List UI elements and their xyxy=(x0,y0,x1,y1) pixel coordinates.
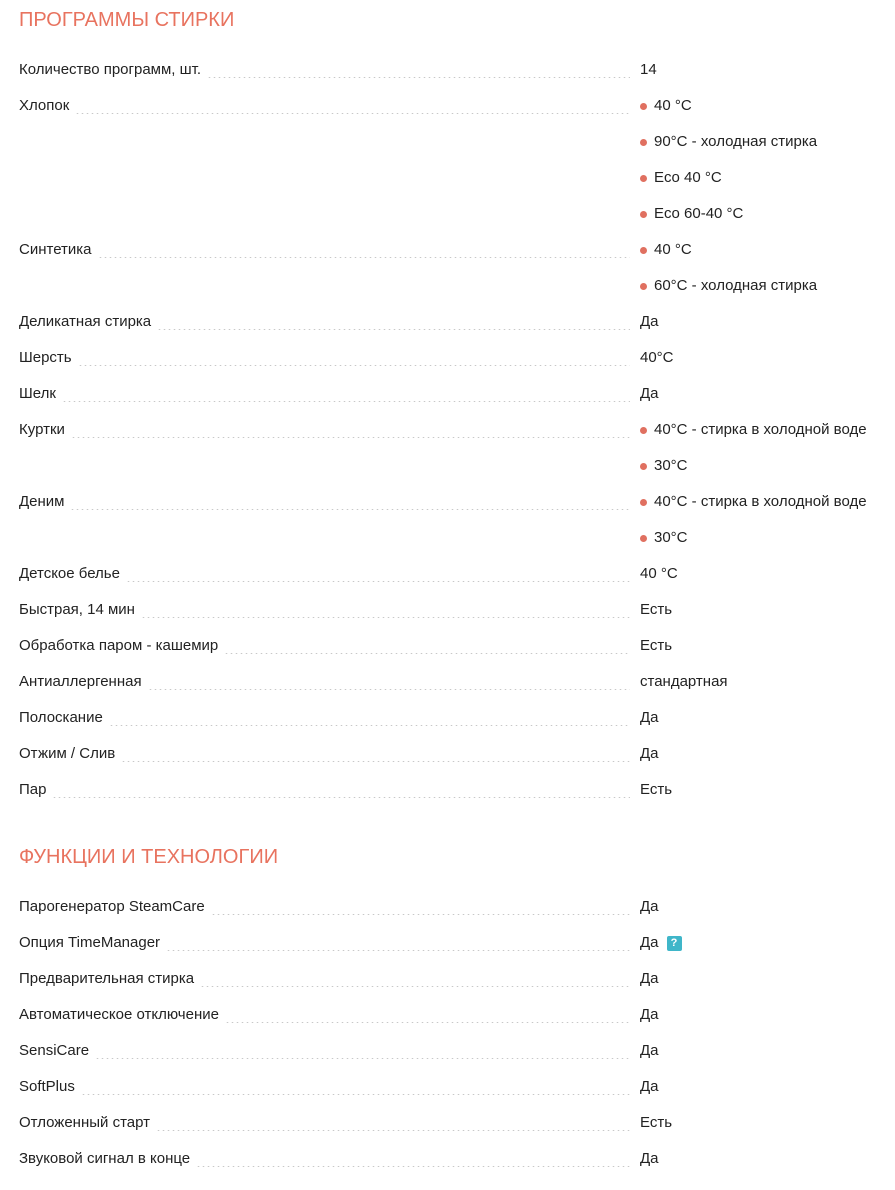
dotted-leader xyxy=(211,914,630,915)
bullet-icon xyxy=(640,175,647,182)
spec-value-text: 14 xyxy=(640,61,657,78)
section-title: ФУНКЦИИ И ТЕХНОЛОГИИ xyxy=(19,846,279,868)
spec-label-text: Деликатная стирка xyxy=(19,313,157,331)
spec-value xyxy=(640,52,657,88)
dotted-leader xyxy=(109,725,630,726)
spec-label xyxy=(19,376,630,412)
spec-label xyxy=(19,412,630,448)
spec-label-text: Детское белье xyxy=(19,565,126,583)
spec-value-text: Да xyxy=(640,1078,659,1095)
spec-value xyxy=(640,124,817,160)
spec-value xyxy=(640,1105,672,1141)
spec-value-text: Да xyxy=(640,709,659,726)
dotted-leader xyxy=(126,581,630,582)
dotted-leader xyxy=(157,329,630,330)
bullet-icon xyxy=(640,283,647,290)
spec-value xyxy=(640,889,659,925)
spec-value-text: 90°C - холодная стирка xyxy=(654,133,818,150)
spec-row xyxy=(0,736,895,772)
spec-label xyxy=(19,1105,630,1141)
spec-value xyxy=(640,1069,659,1105)
bullet-icon xyxy=(640,211,647,218)
spec-value-text: 40°C xyxy=(640,349,674,366)
dotted-leader xyxy=(70,509,630,510)
bullet-icon xyxy=(640,139,647,146)
spec-row xyxy=(0,520,895,556)
spec-label-text: Предварительная стирка xyxy=(19,970,200,988)
spec-value xyxy=(640,925,682,961)
spec-value-text: Да xyxy=(640,745,659,762)
spec-row xyxy=(0,1033,895,1069)
dotted-leader xyxy=(95,1058,630,1059)
spec-value xyxy=(640,340,674,376)
spec-value-text: Да xyxy=(640,898,659,915)
spec-label-text: Быстрая, 14 мин xyxy=(19,601,141,619)
spec-row xyxy=(0,556,895,592)
spec-row xyxy=(0,664,895,700)
spec-value xyxy=(640,961,659,997)
spec-row xyxy=(0,997,895,1033)
spec-label-text: Пар xyxy=(19,781,52,799)
spec-row xyxy=(0,196,895,232)
spec-value-text: Да xyxy=(640,313,659,330)
dotted-leader xyxy=(148,689,630,690)
spec-label xyxy=(19,304,630,340)
spec-value xyxy=(640,196,743,232)
spec-value-text: Да xyxy=(640,385,659,402)
spec-value xyxy=(640,520,688,556)
spec-value xyxy=(640,232,692,268)
spec-label xyxy=(19,628,630,664)
dotted-leader xyxy=(141,617,630,618)
dotted-leader xyxy=(62,401,630,402)
spec-row xyxy=(0,889,895,925)
spec-value-text: 60°C - холодная стирка xyxy=(654,277,818,294)
spec-label xyxy=(19,889,630,925)
spec-label-text: Парогенератор SteamCare xyxy=(19,898,211,916)
bullet-icon xyxy=(640,499,647,506)
spec-label xyxy=(19,556,630,592)
spec-row xyxy=(0,412,895,448)
bullet-icon xyxy=(640,463,647,470)
dotted-leader xyxy=(98,257,630,258)
spec-value xyxy=(640,700,659,736)
dotted-leader xyxy=(75,113,630,114)
spec-label-text: Автоматическое отключение xyxy=(19,1006,225,1024)
spec-label-text: Опция TimeManager xyxy=(19,934,166,952)
dotted-leader xyxy=(224,653,630,654)
spec-value xyxy=(640,448,688,484)
spec-label-text: Хлопок xyxy=(19,97,75,115)
spec-label xyxy=(19,592,630,628)
spec-row xyxy=(0,1105,895,1141)
spec-value-text: 30°C xyxy=(654,529,688,546)
dotted-leader xyxy=(225,1022,630,1023)
spec-row xyxy=(0,376,895,412)
spec-value xyxy=(640,160,722,196)
spec-row xyxy=(0,88,895,124)
section-title: ПРОГРАММЫ СТИРКИ xyxy=(19,9,235,31)
spec-value xyxy=(640,412,867,448)
spec-value xyxy=(640,556,678,592)
spec-value-text: Есть xyxy=(640,637,673,654)
spec-value xyxy=(640,664,728,700)
spec-value xyxy=(640,628,672,664)
spec-value xyxy=(640,88,692,124)
spec-value-text: Eco 40 °C xyxy=(654,169,722,186)
dotted-leader xyxy=(71,437,630,438)
spec-row xyxy=(0,232,895,268)
spec-row xyxy=(0,700,895,736)
spec-row xyxy=(0,925,895,961)
spec-label xyxy=(19,925,630,961)
spec-label xyxy=(19,232,630,268)
spec-label xyxy=(19,664,630,700)
spec-value xyxy=(640,484,867,520)
spec-value-text: Eco 60-40 °C xyxy=(654,205,744,222)
spec-value xyxy=(640,268,817,304)
spec-value-text: Да xyxy=(640,1150,659,1167)
spec-value-text: Есть xyxy=(640,1114,673,1131)
spec-label-text: Синтетика xyxy=(19,241,98,259)
spec-row xyxy=(0,772,895,808)
spec-row xyxy=(0,340,895,376)
spec-row xyxy=(0,304,895,340)
spec-row xyxy=(0,1141,895,1177)
spec-value-text: 40°C - стирка в холодной воде xyxy=(654,493,867,510)
spec-value-text: Да xyxy=(640,934,659,951)
dotted-leader xyxy=(81,1094,630,1095)
spec-value xyxy=(640,376,659,412)
spec-label xyxy=(19,736,630,772)
dotted-leader xyxy=(196,1166,630,1167)
spec-value-text: 40 °C xyxy=(640,565,678,582)
dotted-leader xyxy=(156,1130,630,1131)
spec-value-text: Есть xyxy=(640,601,673,618)
bullet-icon xyxy=(640,103,647,110)
spec-label-text: Куртки xyxy=(19,421,71,439)
spec-label-text: SoftPlus xyxy=(19,1078,81,1096)
spec-label xyxy=(19,1033,630,1069)
spec-label xyxy=(19,772,630,808)
spec-value-text: Да xyxy=(640,1006,659,1023)
spec-label-text: Количество программ, шт. xyxy=(19,61,207,79)
spec-label-text: Шелк xyxy=(19,385,62,403)
spec-value-text: Да xyxy=(640,1042,659,1059)
spec-row xyxy=(0,1069,895,1105)
spec-label xyxy=(19,340,630,376)
spec-value xyxy=(640,772,672,808)
spec-value-text: 40°C - стирка в холодной воде xyxy=(654,421,867,438)
spec-row xyxy=(0,160,895,196)
dotted-leader xyxy=(52,797,630,798)
spec-label xyxy=(19,997,630,1033)
dotted-leader xyxy=(121,761,630,762)
spec-label xyxy=(19,88,630,124)
spec-rows xyxy=(0,889,895,1177)
spec-label-text: Отжим / Слив xyxy=(19,745,121,763)
spec-label-text: Звуковой сигнал в конце xyxy=(19,1150,196,1168)
spec-label xyxy=(19,52,630,88)
spec-value xyxy=(640,1141,659,1177)
spec-value-text: 30°C xyxy=(654,457,688,474)
help-icon[interactable]: ? xyxy=(667,936,682,951)
dotted-leader xyxy=(200,986,630,987)
spec-value-text: Да xyxy=(640,970,659,987)
spec-rows xyxy=(0,52,895,808)
spec-row xyxy=(0,628,895,664)
spec-label xyxy=(19,1141,630,1177)
spec-label xyxy=(19,700,630,736)
spec-label-text: Шерсть xyxy=(19,349,78,367)
bullet-icon xyxy=(640,427,647,434)
spec-label xyxy=(19,961,630,997)
spec-value xyxy=(640,997,659,1033)
spec-row xyxy=(0,448,895,484)
dotted-leader xyxy=(207,77,630,78)
spec-row xyxy=(0,961,895,997)
spec-value-text: Есть xyxy=(640,781,673,798)
spec-label-text: Деним xyxy=(19,493,70,511)
spec-row xyxy=(0,592,895,628)
spec-label xyxy=(19,484,630,520)
spec-value-text: 40 °C xyxy=(654,97,692,114)
spec-row xyxy=(0,124,895,160)
spec-value xyxy=(640,592,672,628)
spec-label-text: SensiCare xyxy=(19,1042,95,1060)
spec-value xyxy=(640,304,659,340)
spec-value xyxy=(640,1033,659,1069)
spec-label-text: Обработка паром - кашемир xyxy=(19,637,224,655)
spec-label xyxy=(19,1069,630,1105)
spec-value-text: стандартная xyxy=(640,673,728,690)
dotted-leader xyxy=(78,365,630,366)
spec-value-text: 40 °C xyxy=(654,241,692,258)
spec-value xyxy=(640,736,659,772)
dotted-leader xyxy=(166,950,630,951)
spec-row xyxy=(0,268,895,304)
spec-label-text: Полоскание xyxy=(19,709,109,727)
spec-label-text: Антиаллергенная xyxy=(19,673,148,691)
bullet-icon xyxy=(640,535,647,542)
spec-row xyxy=(0,52,895,88)
spec-row xyxy=(0,484,895,520)
bullet-icon xyxy=(640,247,647,254)
spec-label-text: Отложенный старт xyxy=(19,1114,156,1132)
